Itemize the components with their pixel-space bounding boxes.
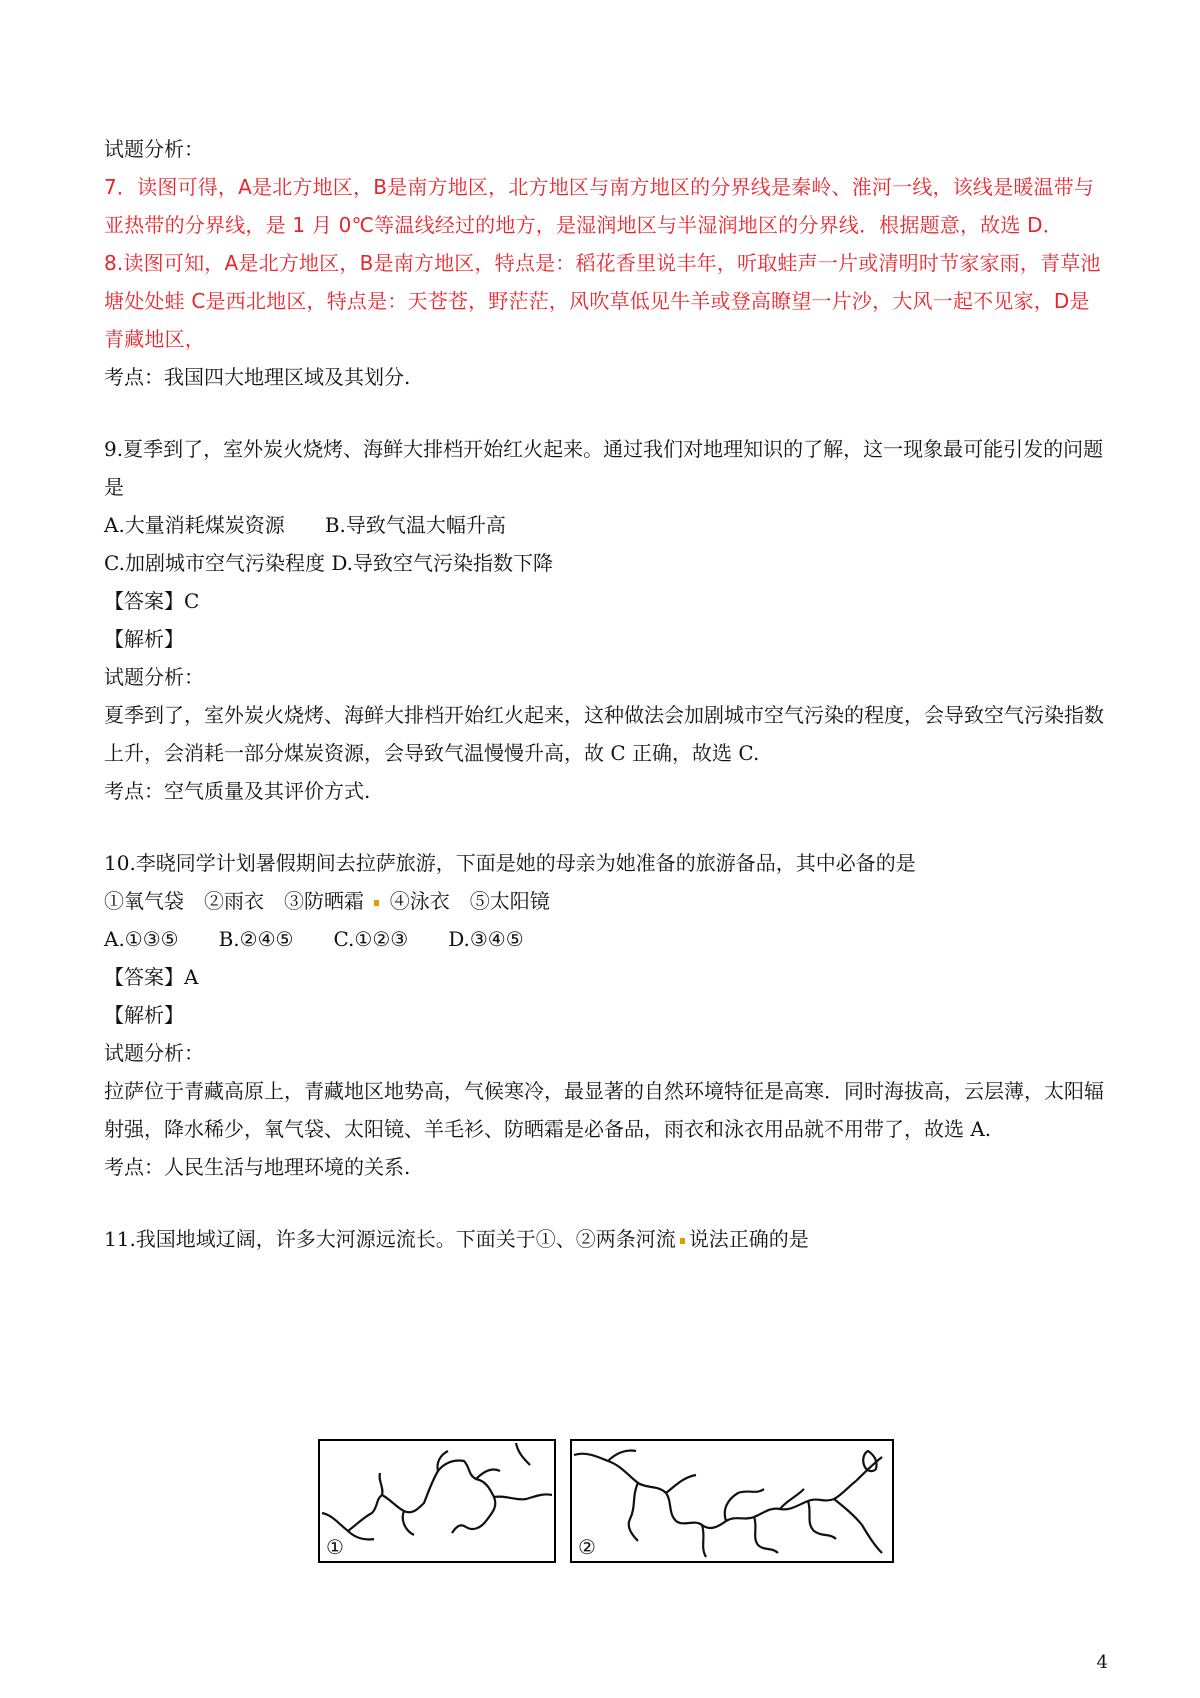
yellow-river-map-image xyxy=(320,1441,554,1561)
q10-items-part1: ①氧气袋 ②雨衣 ③防晒霜 xyxy=(104,889,364,913)
q9-stem: 9.夏季到了，室外炭火烧烤、海鲜大排档开始红火起来。通过我们对地理知识的了解，这一现象最可能引发的问题是 xyxy=(104,437,1104,499)
q11-stem-part1: 11.我国地域辽阔，许多大河源远流长。下面关于①、②两条河流 xyxy=(104,1227,676,1251)
q10-option-b: B.②④⑤ xyxy=(218,927,294,951)
q10-items-part2: ④泳衣 ⑤太阳镜 xyxy=(389,889,550,913)
q9-jiexi-label: 【解析】 xyxy=(104,627,184,651)
q10-option-d: D.③④⑤ xyxy=(448,927,524,951)
q10-kaodian: 考点：人民生活与地理环境的关系. xyxy=(104,1155,411,1179)
q11-stem xyxy=(104,1220,1104,1258)
q8-analysis-text: 8.读图可知，A是北方地区，B是南方地区，特点是：稻花香里说丰年，听取蛙声一片或清明时节家家雨，青草池塘处处蛙 C是西北地区，特点是：天苍苍，野茫茫，风吹草低见牛羊或登高瞭望一片沙，大风一起不见家，D是青藏地区， xyxy=(104,251,1101,351)
q9-kaodian: 考点：空气质量及其评价方式. xyxy=(104,779,371,803)
q9-options-row-2 xyxy=(104,544,1104,582)
q11-stem-part2: 说法正确的是 xyxy=(688,1227,809,1251)
spacer xyxy=(104,396,1104,430)
q9-options-row-1 xyxy=(104,506,1104,544)
spacer xyxy=(104,810,1104,844)
yangtze-river-map-image xyxy=(572,1441,892,1561)
q10-option-c: C.①②③ xyxy=(333,927,409,951)
q9-option-d: D.导致空气污染指数下降 xyxy=(331,551,553,575)
analysis-heading: 试题分析： xyxy=(104,137,204,161)
q7-analysis-text: 7．读图可得，A是北方地区，B是南方地区，北方地区与南方地区的分界线是秦岭、淮河一线，该线是暖温带与亚热带的分界线，是 1 月 0℃等温线经过的地方，是湿润地区与半湿润地区的分界线．根据题意，故选 D． xyxy=(104,175,1095,237)
spacer xyxy=(104,1186,1104,1220)
q9-analysis-text: 夏季到了，室外炭火烧烤、海鲜大排档开始红火起来，这种做法会加剧城市空气污染的程度，会导致空气污染指数上升，会消耗一部分煤炭资源，会导致气温慢慢升高，故 C 正确，故选 C. xyxy=(104,703,1104,765)
q8-kaodian: 考点：我国四大地理区域及其划分. xyxy=(104,365,411,389)
page-number: 4 xyxy=(1096,1652,1108,1673)
q10-stem: 10.李晓同学计划暑假期间去拉萨旅游，下面是她的母亲为她准备的旅游备品，其中必备的是 xyxy=(104,851,916,875)
q10-options xyxy=(104,920,1104,958)
river-maps xyxy=(318,1439,898,1563)
q10-option-a: A.①③⑤ xyxy=(104,927,179,951)
q10-analysis-heading: 试题分析： xyxy=(104,1041,204,1065)
q9-option-c: C.加剧城市空气污染程度 xyxy=(104,551,325,575)
map-2-label: ② xyxy=(578,1535,596,1559)
q10-answer: 【答案】A xyxy=(104,965,199,989)
map-1-label: ① xyxy=(326,1535,344,1559)
river-map-2 xyxy=(570,1439,894,1563)
q10-jiexi-label: 【解析】 xyxy=(104,1003,184,1027)
q9-option-b: B.导致气温大幅升高 xyxy=(324,513,506,537)
q9-option-a: A.大量消耗煤炭资源 xyxy=(104,513,285,537)
river-map-1 xyxy=(318,1439,556,1563)
q9-analysis-heading: 试题分析： xyxy=(104,665,204,689)
q10-items xyxy=(104,882,1104,920)
scan-artifact-mark xyxy=(374,900,379,906)
q9-answer: 【答案】C xyxy=(104,589,200,613)
q10-analysis-text: 拉萨位于青藏高原上，青藏地区地势高，气候寒冷，最显著的自然环境特征是高寒．同时海拔高，云层薄，太阳辐射强，降水稀少，氧气袋、太阳镜、羊毛衫、防晒霜是必备品，雨衣和泳衣用品就不用带了，故选 A. xyxy=(104,1079,1104,1141)
page-content xyxy=(104,130,1104,1258)
scan-artifact-mark xyxy=(680,1238,685,1244)
